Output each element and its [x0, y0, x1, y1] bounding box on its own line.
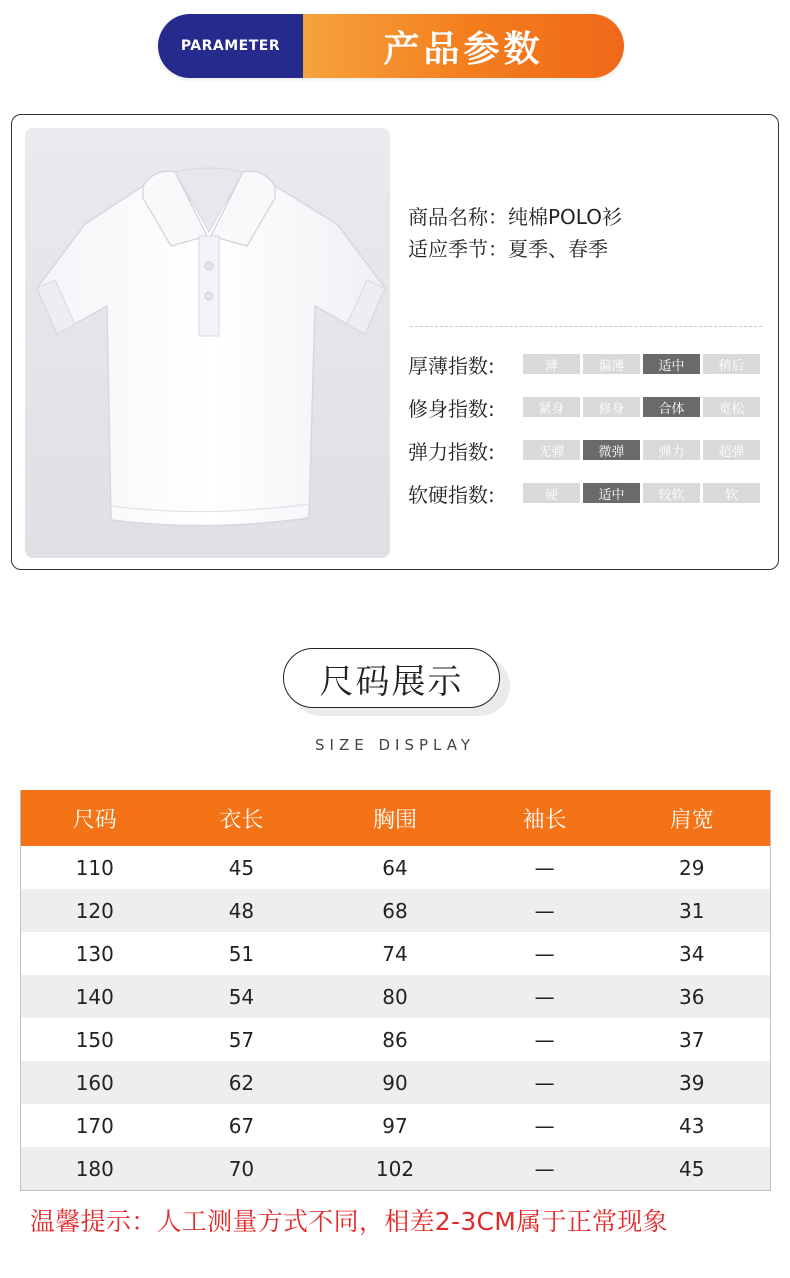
cell-length: 48 — [228, 898, 255, 923]
index-label: 弹力指数: — [408, 439, 495, 464]
cell-chest: 86 — [382, 1027, 408, 1052]
index-option: 软 — [703, 483, 760, 503]
season-key: 适应季节： — [408, 237, 508, 261]
cell-chest: 80 — [382, 984, 408, 1009]
table-row — [21, 1061, 770, 1104]
cell-shoulder: 29 — [678, 855, 705, 880]
cell-sleeve: — — [534, 855, 555, 880]
parameter-title: 产品参数 — [303, 14, 624, 78]
size-section-title: 尺码展示 — [283, 648, 500, 708]
index-label: 修身指数: — [408, 396, 495, 421]
table-row — [21, 1147, 770, 1190]
index-option: 宽松 — [703, 397, 760, 417]
header-size: 尺码 — [72, 807, 117, 833]
table-row — [21, 975, 770, 1018]
index-label: 软硬指数: — [408, 482, 495, 507]
fit-index-row — [408, 395, 760, 419]
product-name-value: 纯棉POLO衫 — [508, 205, 622, 229]
index-option-selected: 微弹 — [583, 440, 640, 460]
index-option: 紧身 — [523, 397, 580, 417]
cell-sleeve: — — [534, 1027, 555, 1052]
cell-sleeve: — — [534, 1113, 555, 1138]
cell-chest: 97 — [382, 1113, 408, 1138]
index-option: 无弹 — [523, 440, 580, 460]
cell-size: 120 — [75, 898, 114, 923]
header-shoulder: 肩宽 — [669, 807, 714, 833]
season-line — [408, 233, 622, 265]
cell-length: 62 — [228, 1070, 255, 1095]
cell-shoulder: 31 — [678, 898, 705, 923]
cell-chest: 64 — [382, 855, 408, 880]
cell-sleeve: — — [534, 1156, 555, 1181]
cell-chest: 102 — [375, 1156, 415, 1181]
cell-size: 160 — [75, 1070, 114, 1095]
thickness-index-row — [408, 352, 760, 376]
cell-length: 70 — [228, 1156, 255, 1181]
cell-length: 67 — [228, 1113, 255, 1138]
season-value: 夏季、春季 — [508, 237, 608, 261]
cell-length: 45 — [228, 855, 255, 880]
cell-shoulder: 39 — [678, 1070, 705, 1095]
softness-index-row — [408, 481, 760, 505]
table-row — [21, 932, 770, 975]
cell-size: 170 — [75, 1113, 114, 1138]
cell-shoulder: 45 — [678, 1156, 705, 1181]
cell-size: 130 — [75, 941, 114, 966]
header-chest: 胸围 — [372, 807, 417, 833]
cell-shoulder: 43 — [678, 1113, 705, 1138]
parameter-header — [158, 14, 624, 78]
index-option-selected: 适中 — [643, 354, 700, 374]
index-option: 偏薄 — [583, 354, 640, 374]
cell-sleeve: — — [534, 941, 555, 966]
cell-shoulder: 34 — [678, 941, 705, 966]
index-label: 厚薄指数: — [408, 353, 495, 378]
cell-size: 150 — [75, 1027, 114, 1052]
cell-length: 57 — [228, 1027, 255, 1052]
index-option: 稍后 — [703, 354, 760, 374]
cell-chest: 74 — [382, 941, 408, 966]
index-option: 薄 — [523, 354, 580, 374]
cell-shoulder: 37 — [678, 1027, 705, 1052]
header-length: 衣长 — [219, 807, 264, 833]
index-option: 较软 — [643, 483, 700, 503]
cell-shoulder: 36 — [678, 984, 705, 1009]
dashed-divider — [410, 326, 762, 327]
index-option: 超弹 — [703, 440, 760, 460]
cell-chest: 68 — [382, 898, 408, 923]
table-row — [21, 846, 770, 889]
product-image — [25, 128, 390, 558]
cell-size: 140 — [75, 984, 114, 1009]
cell-length: 54 — [228, 984, 255, 1009]
index-option-selected: 合体 — [643, 397, 700, 417]
cell-sleeve: — — [534, 898, 555, 923]
product-info — [408, 201, 622, 265]
cell-length: 51 — [228, 941, 255, 966]
measurement-tip: 温馨提示：人工测量方式不同，相差2-3CM属于正常现象 — [30, 1207, 668, 1236]
size-table-header — [21, 790, 770, 846]
parameter-badge: PARAMETER — [158, 14, 303, 78]
index-option: 修身 — [583, 397, 640, 417]
cell-size: 180 — [75, 1156, 114, 1181]
elasticity-index-row — [408, 438, 760, 462]
header-sleeve: 袖长 — [522, 807, 567, 833]
polo-shirt-illustration — [25, 128, 390, 558]
index-option-selected: 适中 — [583, 483, 640, 503]
product-name-key: 商品名称： — [408, 205, 508, 229]
cell-chest: 90 — [382, 1070, 408, 1095]
cell-sleeve: — — [534, 1070, 555, 1095]
size-table — [20, 790, 771, 1191]
size-section-subtitle: SIZE DISPLAY — [315, 736, 475, 754]
table-row — [21, 889, 770, 932]
index-option: 弹力 — [643, 440, 700, 460]
table-row — [21, 1018, 770, 1061]
product-card — [11, 114, 779, 570]
cell-sleeve: — — [534, 984, 555, 1009]
index-option: 硬 — [523, 483, 580, 503]
product-name-line — [408, 201, 622, 233]
cell-size: 110 — [75, 855, 114, 880]
table-row — [21, 1104, 770, 1147]
